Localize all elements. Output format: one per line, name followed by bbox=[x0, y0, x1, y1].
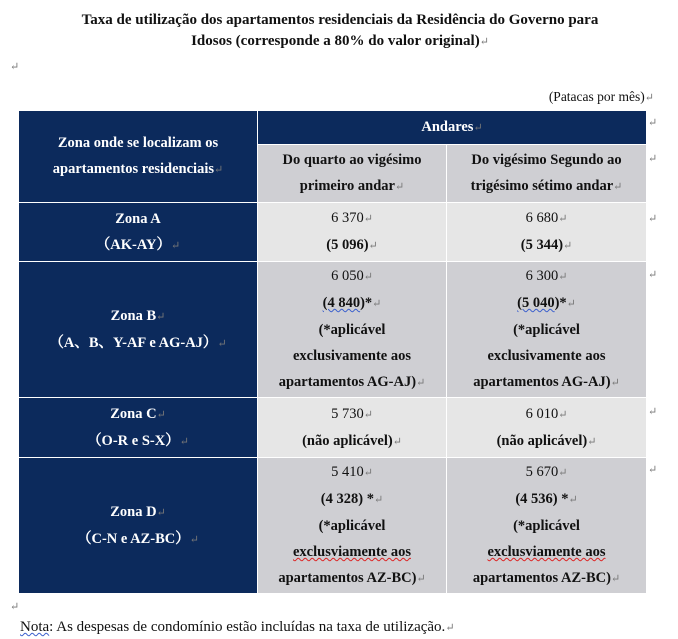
document-title bbox=[20, 10, 660, 53]
floors-header: Andares↵ bbox=[258, 111, 647, 145]
fee-cell: 6 010↵ (não aplicável)↵ bbox=[447, 398, 647, 458]
footnote: Nota: As despesas de condomínio estão incluídas na taxa de utilização.↵ bbox=[20, 619, 455, 635]
units-label: (Patacas por mês)↵ bbox=[548, 89, 654, 104]
paragraph-mark: ↵ bbox=[10, 601, 20, 613]
fee-cell: 6 050↵ (4 840)*↵ (*aplicável exclusivamente aos apartamentos AG-AJ)↵ bbox=[258, 262, 447, 398]
title-line-1: Taxa de utilização dos apartamentos residenciais da Residência do Governo para bbox=[81, 12, 599, 28]
table-row bbox=[19, 458, 647, 594]
title-line-2: Idosos (corresponde a 80% do valor original) bbox=[191, 33, 480, 49]
zone-column-header: Zona onde se localizam os apartamentos residenciais↵ bbox=[19, 111, 258, 203]
paragraph-mark: ↵ bbox=[648, 213, 658, 225]
paragraph-mark: ↵ bbox=[644, 92, 654, 104]
column-header-floors-22-37: Do vigésimo Segundo ao trigésimo sétimo andar↵ bbox=[447, 145, 647, 203]
table-row bbox=[19, 262, 647, 398]
column-header-floors-4-21: Do quarto ao vigésimo primeiro andar↵ bbox=[258, 145, 447, 203]
zone-cell: Zona D↵ （C-N e AZ-BC）↵ bbox=[19, 458, 258, 594]
paragraph-mark: ↵ bbox=[445, 622, 455, 634]
paragraph-mark: ↵ bbox=[648, 406, 658, 418]
fee-cell: 5 670↵ (4 536) *↵ (*aplicável exclusviamente aos apartamentos AZ-BC)↵ bbox=[447, 458, 647, 594]
fee-cell: 6 680↵ (5 344)↵ bbox=[447, 203, 647, 262]
table-row bbox=[19, 398, 647, 458]
fee-cell: 6 300↵ (5 040)*↵ (*aplicável exclusivamente aos apartamentos AG-AJ)↵ bbox=[447, 262, 647, 398]
fee-cell: 5 410↵ (4 328) *↵ (*aplicável exclusviamente aos apartamentos AZ-BC)↵ bbox=[258, 458, 447, 594]
paragraph-mark: ↵ bbox=[479, 36, 489, 48]
paragraph-mark: ↵ bbox=[10, 61, 20, 73]
fee-cell: 5 730↵ (não aplicável)↵ bbox=[258, 398, 447, 458]
zone-cell: Zona A （AK-AY）↵ bbox=[19, 203, 258, 262]
paragraph-mark: ↵ bbox=[648, 117, 658, 129]
fee-cell: 6 370↵ (5 096)↵ bbox=[258, 203, 447, 262]
paragraph-mark: ↵ bbox=[648, 464, 658, 476]
zone-cell: Zona C↵ （O-R e S-X）↵ bbox=[19, 398, 258, 458]
zone-cell: Zona B↵ （A、B、Y-AF e AG-AJ）↵ bbox=[19, 262, 258, 398]
paragraph-mark: ↵ bbox=[648, 153, 658, 165]
table-row bbox=[19, 203, 647, 262]
fee-table bbox=[18, 110, 647, 594]
table-header-row bbox=[19, 111, 647, 145]
paragraph-mark: ↵ bbox=[648, 269, 658, 281]
